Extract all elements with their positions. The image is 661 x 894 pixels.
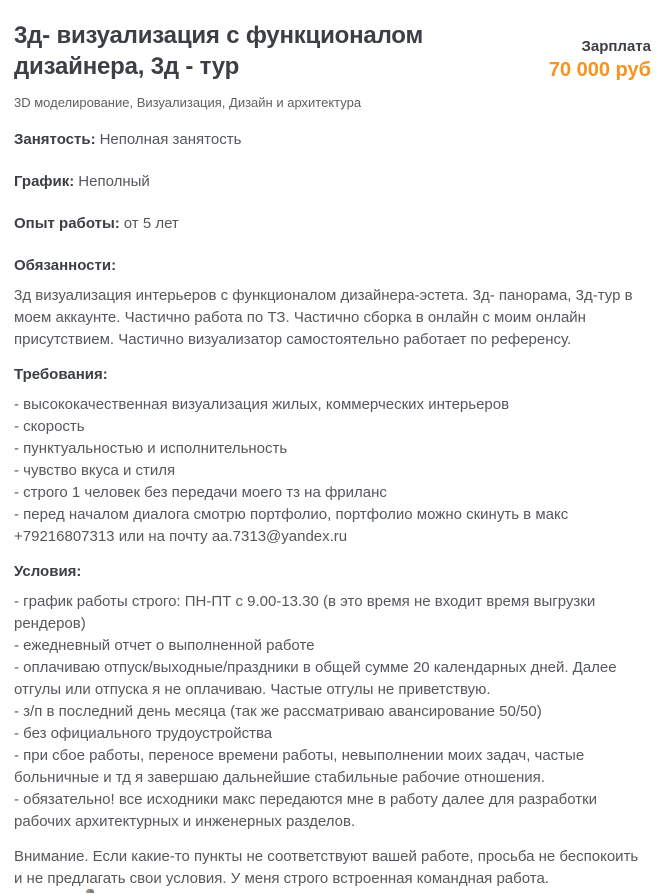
condition-item: - при сбое работы, переносе времени работы, невыполнении моих задач, частые больничные и тд я завершаю дальнейшие стабильные рабочие отношения. xyxy=(14,747,585,786)
salary-block xyxy=(549,20,653,84)
job-attributes xyxy=(14,129,653,235)
attribute-label: Занятость: xyxy=(14,131,96,148)
requirements-heading: Требования: xyxy=(14,366,108,383)
duties-heading: Обязанности: xyxy=(14,257,117,274)
attribute-value: Неполный xyxy=(78,173,150,190)
attribute-value: от 5 лет xyxy=(123,215,179,232)
condition-item: - ежедневный отчет о выполненной работе xyxy=(14,637,315,654)
salary-value: 70 000 руб xyxy=(548,59,651,81)
job-header xyxy=(14,20,653,94)
page-title: 3д- визуализация с функционалом дизайнера, 3д - тур xyxy=(14,22,423,80)
conditions-list xyxy=(14,591,642,833)
condition-item: - график работы строго: ПН-ПТ с 9.00-13.30 (в это время не входит время выгрузки рендеров) xyxy=(14,593,596,632)
job-attribute-row xyxy=(14,129,653,151)
requirement-item: - чувство вкуса и стиля xyxy=(14,462,176,479)
requirement-item: - перед началом диалога смотрю портфолио, портфолио можно скинуть в макс +79216807313 или на почту aa.7313@yandex.ru xyxy=(14,506,569,545)
conditions-heading: Условия: xyxy=(14,563,82,580)
job-categories: 3D моделирование, Визуализация, Дизайн и архитектура xyxy=(14,95,362,110)
requirement-item: - пунктуальностью и исполнительность xyxy=(14,440,288,457)
salary-label: Зарплата xyxy=(581,38,651,55)
job-attribute-row xyxy=(14,171,653,193)
attribute-label: Опыт работы: xyxy=(14,215,120,232)
section-conditions xyxy=(14,561,653,833)
condition-item: - з/п в последний день месяца (так же рассматриваю авансирование 50/50) xyxy=(14,703,542,720)
requirements-list xyxy=(14,394,642,548)
section-duties xyxy=(14,255,653,351)
job-attribute-row xyxy=(14,213,653,235)
duties-text: 3д визуализация интерьеров с функционалом дизайнера-эстета. 3д- панорама, 3д-тур в моем аккаунте. Частично работа по ТЗ. Частично сборка в онлайн с моим онлайн присутствием. Частично визуализатор самостоятельно работает по референсу. xyxy=(14,287,633,348)
attribute-label: График: xyxy=(14,173,75,190)
requirement-item: - строго 1 человек без передачи моего тз на фриланс xyxy=(14,484,387,501)
condition-item: - без официального трудоустройства xyxy=(14,725,273,742)
notice-text: Внимание. Если какие-то пункты не соответствуют вашей работе, просьба не беспокоить и не предлагать свои условия. У меня строго встроенная командная работа. xyxy=(14,848,639,887)
requirement-item: - высококачественная визуализация жилых, коммерческих интерьеров xyxy=(14,396,510,413)
condition-item: - обязательно! все исходники макс передаются мне в работу далее для разработки рабочих архитектурных и инженерных разделов. xyxy=(14,791,598,830)
section-requirements xyxy=(14,364,653,548)
attribute-value: Неполная занятость xyxy=(99,131,242,148)
condition-item: - оплачиваю отпуск/выходные/праздники в общей сумме 20 календарных дней. Далее отгулы или отпуска я не оплачиваю. Частые отгулы не приветствую. xyxy=(14,659,617,698)
requirement-item: - скорость xyxy=(14,418,85,435)
truncated-next-line-glyph xyxy=(86,889,94,893)
